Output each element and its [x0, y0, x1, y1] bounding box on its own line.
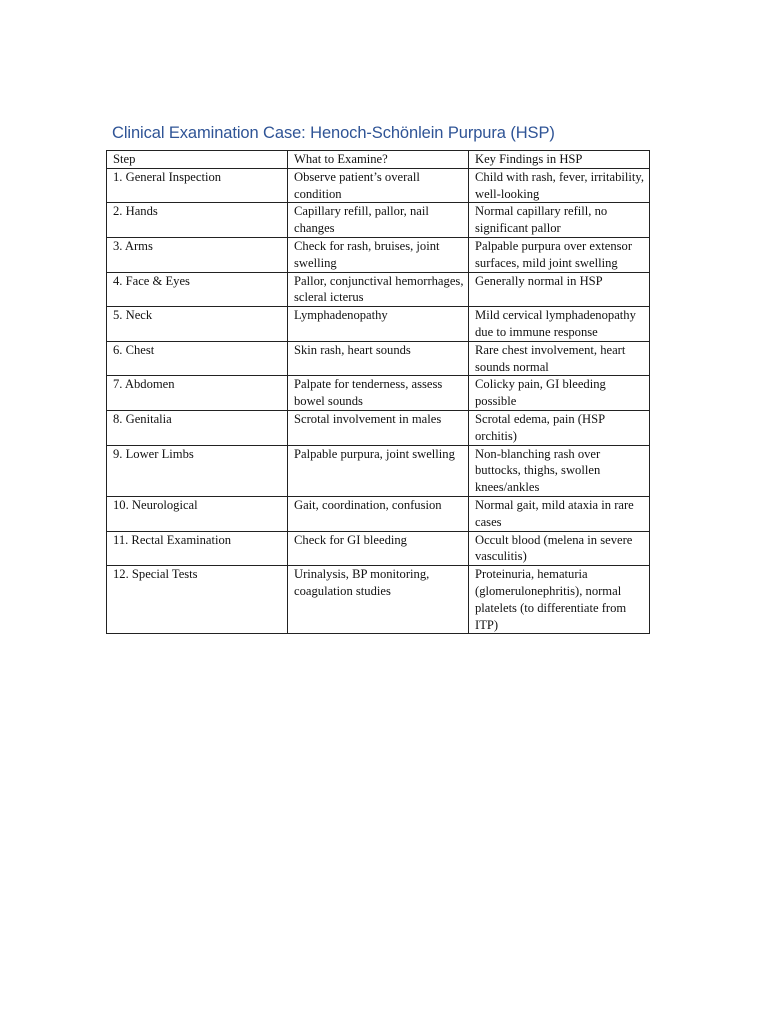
cell-key-findings: Normal capillary refill, no significant pallor: [469, 203, 650, 238]
cell-step: 3. Arms: [107, 237, 288, 272]
table-row: [107, 410, 650, 445]
cell-key-findings: Colicky pain, GI bleeding possible: [469, 376, 650, 411]
cell-what-to-examine: Palpable purpura, joint swelling: [288, 445, 469, 496]
cell-what-to-examine: Skin rash, heart sounds: [288, 341, 469, 376]
cell-step: 7. Abdomen: [107, 376, 288, 411]
cell-key-findings: Normal gait, mild ataxia in rare cases: [469, 496, 650, 531]
cell-key-findings: Child with rash, fever, irritability, well-looking: [469, 168, 650, 203]
examination-table: [106, 150, 650, 634]
cell-what-to-examine: Lymphadenopathy: [288, 307, 469, 342]
cell-key-findings: Mild cervical lymphadenopathy due to immune response: [469, 307, 650, 342]
cell-key-findings: Generally normal in HSP: [469, 272, 650, 307]
table-header-row: [107, 151, 650, 169]
cell-what-to-examine: Check for GI bleeding: [288, 531, 469, 566]
table-row: [107, 203, 650, 238]
cell-key-findings: Occult blood (melena in severe vasculitis): [469, 531, 650, 566]
cell-what-to-examine: Capillary refill, pallor, nail changes: [288, 203, 469, 238]
table-row: [107, 445, 650, 496]
cell-what-to-examine: Urinalysis, BP monitoring, coagulation studies: [288, 566, 469, 634]
header-cell-key-findings: Key Findings in HSP: [469, 151, 650, 169]
table-row: [107, 307, 650, 342]
table-row: [107, 237, 650, 272]
cell-what-to-examine: Observe patient’s overall condition: [288, 168, 469, 203]
cell-step: 1. General Inspection: [107, 168, 288, 203]
header-cell-step: Step: [107, 151, 288, 169]
header-cell-what-to-examine: What to Examine?: [288, 151, 469, 169]
table-row: [107, 566, 650, 634]
cell-step: 5. Neck: [107, 307, 288, 342]
cell-step: 8. Genitalia: [107, 410, 288, 445]
cell-key-findings: Scrotal edema, pain (HSP orchitis): [469, 410, 650, 445]
cell-step: 6. Chest: [107, 341, 288, 376]
table-row: [107, 376, 650, 411]
table-row: [107, 168, 650, 203]
cell-what-to-examine: Gait, coordination, confusion: [288, 496, 469, 531]
table-row: [107, 272, 650, 307]
cell-key-findings: Non-blanching rash over buttocks, thighs, swollen knees/ankles: [469, 445, 650, 496]
cell-step: 2. Hands: [107, 203, 288, 238]
table-row: [107, 496, 650, 531]
cell-what-to-examine: Scrotal involvement in males: [288, 410, 469, 445]
cell-what-to-examine: Check for rash, bruises, joint swelling: [288, 237, 469, 272]
document-title: Clinical Examination Case: Henoch-Schönlein Purpura (HSP): [112, 124, 555, 142]
cell-step: 12. Special Tests: [107, 566, 288, 634]
table-row: [107, 531, 650, 566]
cell-step: 9. Lower Limbs: [107, 445, 288, 496]
cell-step: 11. Rectal Examination: [107, 531, 288, 566]
cell-key-findings: Palpable purpura over extensor surfaces, mild joint swelling: [469, 237, 650, 272]
cell-key-findings: Proteinuria, hematuria (glomerulonephritis), normal platelets (to differentiate from ITP): [469, 566, 650, 634]
cell-what-to-examine: Pallor, conjunctival hemorrhages, scleral icterus: [288, 272, 469, 307]
cell-key-findings: Rare chest involvement, heart sounds normal: [469, 341, 650, 376]
cell-step: 4. Face & Eyes: [107, 272, 288, 307]
cell-step: 10. Neurological: [107, 496, 288, 531]
table-row: [107, 341, 650, 376]
cell-what-to-examine: Palpate for tenderness, assess bowel sounds: [288, 376, 469, 411]
